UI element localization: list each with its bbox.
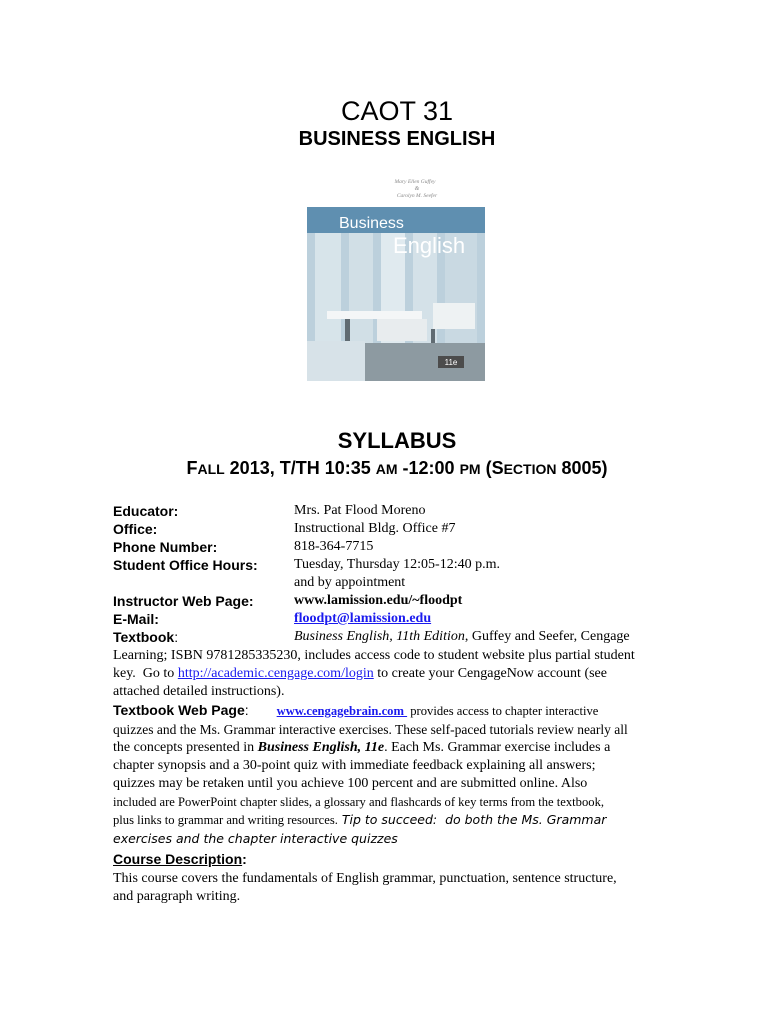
course-description-colon: : — [242, 851, 247, 867]
cover-title-business: Business — [339, 215, 404, 232]
term-mid: 2013, T/TH 10:35 — [224, 458, 376, 478]
cover-edition-badge: 11e — [444, 358, 458, 367]
email-label: E-Mail: — [113, 611, 159, 627]
textbook-web-line-1 — [113, 701, 693, 721]
syllabus-heading: SYLLABUS — [337, 428, 457, 453]
textbook-line-1-rest: , Guffey and Seefer, Cengage — [464, 629, 630, 644]
phone-value: 818-364-7715 — [294, 539, 374, 554]
cengage-login-link[interactable]: http://academic.cengage.com/login — [177, 666, 374, 681]
textbook-line-1 — [294, 629, 630, 645]
office-hours-label: Student Office Hours: — [113, 557, 258, 573]
textbook-web-section — [113, 701, 693, 848]
course-description-heading-row — [113, 850, 673, 870]
textbook-label: Textbook — [113, 629, 175, 645]
textbook-line-2: Learning; ISBN 9781285335230, includes access code to student website plus partial student — [113, 648, 635, 663]
textbook-web-label: Textbook Web Page — [113, 702, 245, 718]
term-section-tail: 8005) — [556, 458, 608, 478]
cover-title-english: English — [393, 233, 466, 258]
cengagebrain-link[interactable]: www.cengagebrain.com — [276, 704, 408, 718]
textbook-label-wrap — [113, 629, 178, 645]
cover-author-2: Carolyn M. Seefer — [396, 193, 438, 199]
textbook-continued — [113, 647, 673, 701]
term-line — [0, 458, 770, 479]
course-description-line-2: and paragraph writing. — [113, 889, 241, 904]
phone-label: Phone Number: — [113, 539, 218, 555]
web-page-label: Instructor Web Page: — [113, 593, 254, 609]
textbook-colon: : — [174, 629, 179, 645]
term-pm: PM — [459, 461, 481, 477]
course-code: CAOT 31 — [340, 96, 454, 126]
cover-author-1: Mary Ellen Guffey — [394, 179, 436, 185]
term-prefix-sc: ALL — [197, 461, 225, 477]
office-label: Office: — [113, 521, 158, 537]
textbook-web-line-2: quizzes and the Ms. Grammar interactive exercises. These self-paced tutorials review nearly all — [113, 722, 628, 737]
course-description-line-1: This course covers the fundamentals of English grammar, punctuation, sentence structure, — [113, 871, 617, 886]
web-page-value[interactable]: www.lamission.edu/~floodpt — [294, 593, 463, 608]
office-value: Instructional Bldg. Office #7 — [294, 521, 456, 536]
textbook-web-line-1-rest: provides access to chapter interactive — [407, 704, 599, 718]
textbook-web-line-4: chapter synopsis and a 30-point quiz with immediate feedback explaining all answers; — [113, 758, 596, 773]
course-description-heading: Course Description — [113, 851, 243, 867]
course-name: BUSINESS ENGLISH — [298, 128, 496, 150]
office-hours-value-2: and by appointment — [294, 575, 406, 590]
tip-to-succeed-1: Tip to succeed: do both the Ms. Grammar — [337, 812, 607, 827]
textbook-web-book-title: Business English, 11e — [257, 740, 385, 755]
textbook-web-line-5: quizzes may be retaken until you achieve 100 percent and are submitted online. Also — [113, 776, 588, 791]
textbook-web-line-3-post: . Each Ms. Grammar exercise includes a — [384, 740, 611, 755]
term-prefix-cap: F — [186, 458, 198, 478]
textbook-line-3-pre: key. Go to — [113, 666, 178, 681]
term-am: AM — [375, 461, 398, 477]
textbook-line-4: attached detailed instructions). — [113, 684, 285, 699]
term-time2: -12:00 — [397, 458, 460, 478]
office-hours-value: Tuesday, Thursday 12:05-12:40 p.m. — [294, 557, 500, 572]
course-description-section — [113, 850, 673, 906]
textbook-cover-image — [307, 173, 485, 381]
textbook-web-colon: : — [244, 702, 249, 718]
term-section-sc: ECTION — [503, 461, 557, 477]
textbook-web-line-3 — [113, 739, 693, 757]
textbook-line-3-post: to create your CengageNow account (see — [373, 666, 607, 681]
educator-label: Educator: — [113, 503, 179, 519]
textbook-web-line-6: included are PowerPoint chapter slides, a glossary and flashcards of key terms from the textbook, — [113, 795, 605, 809]
term-open-paren: (S — [480, 458, 504, 478]
textbook-title: Business English, 11th Edition — [294, 629, 465, 644]
textbook-line-3 — [113, 665, 673, 683]
textbook-web-line-7-text: plus links to grammar and writing resources. — [113, 813, 338, 827]
textbook-web-line-3-pre: the concepts presented in — [113, 740, 258, 755]
cover-author-amp: & — [414, 186, 420, 192]
tip-to-succeed-2: exercises and the chapter interactive quizzes — [113, 831, 398, 846]
educator-value: Mrs. Pat Flood Moreno — [294, 503, 426, 518]
textbook-web-line-7 — [113, 811, 693, 830]
email-link[interactable]: floodpt@lamission.edu — [294, 611, 432, 626]
